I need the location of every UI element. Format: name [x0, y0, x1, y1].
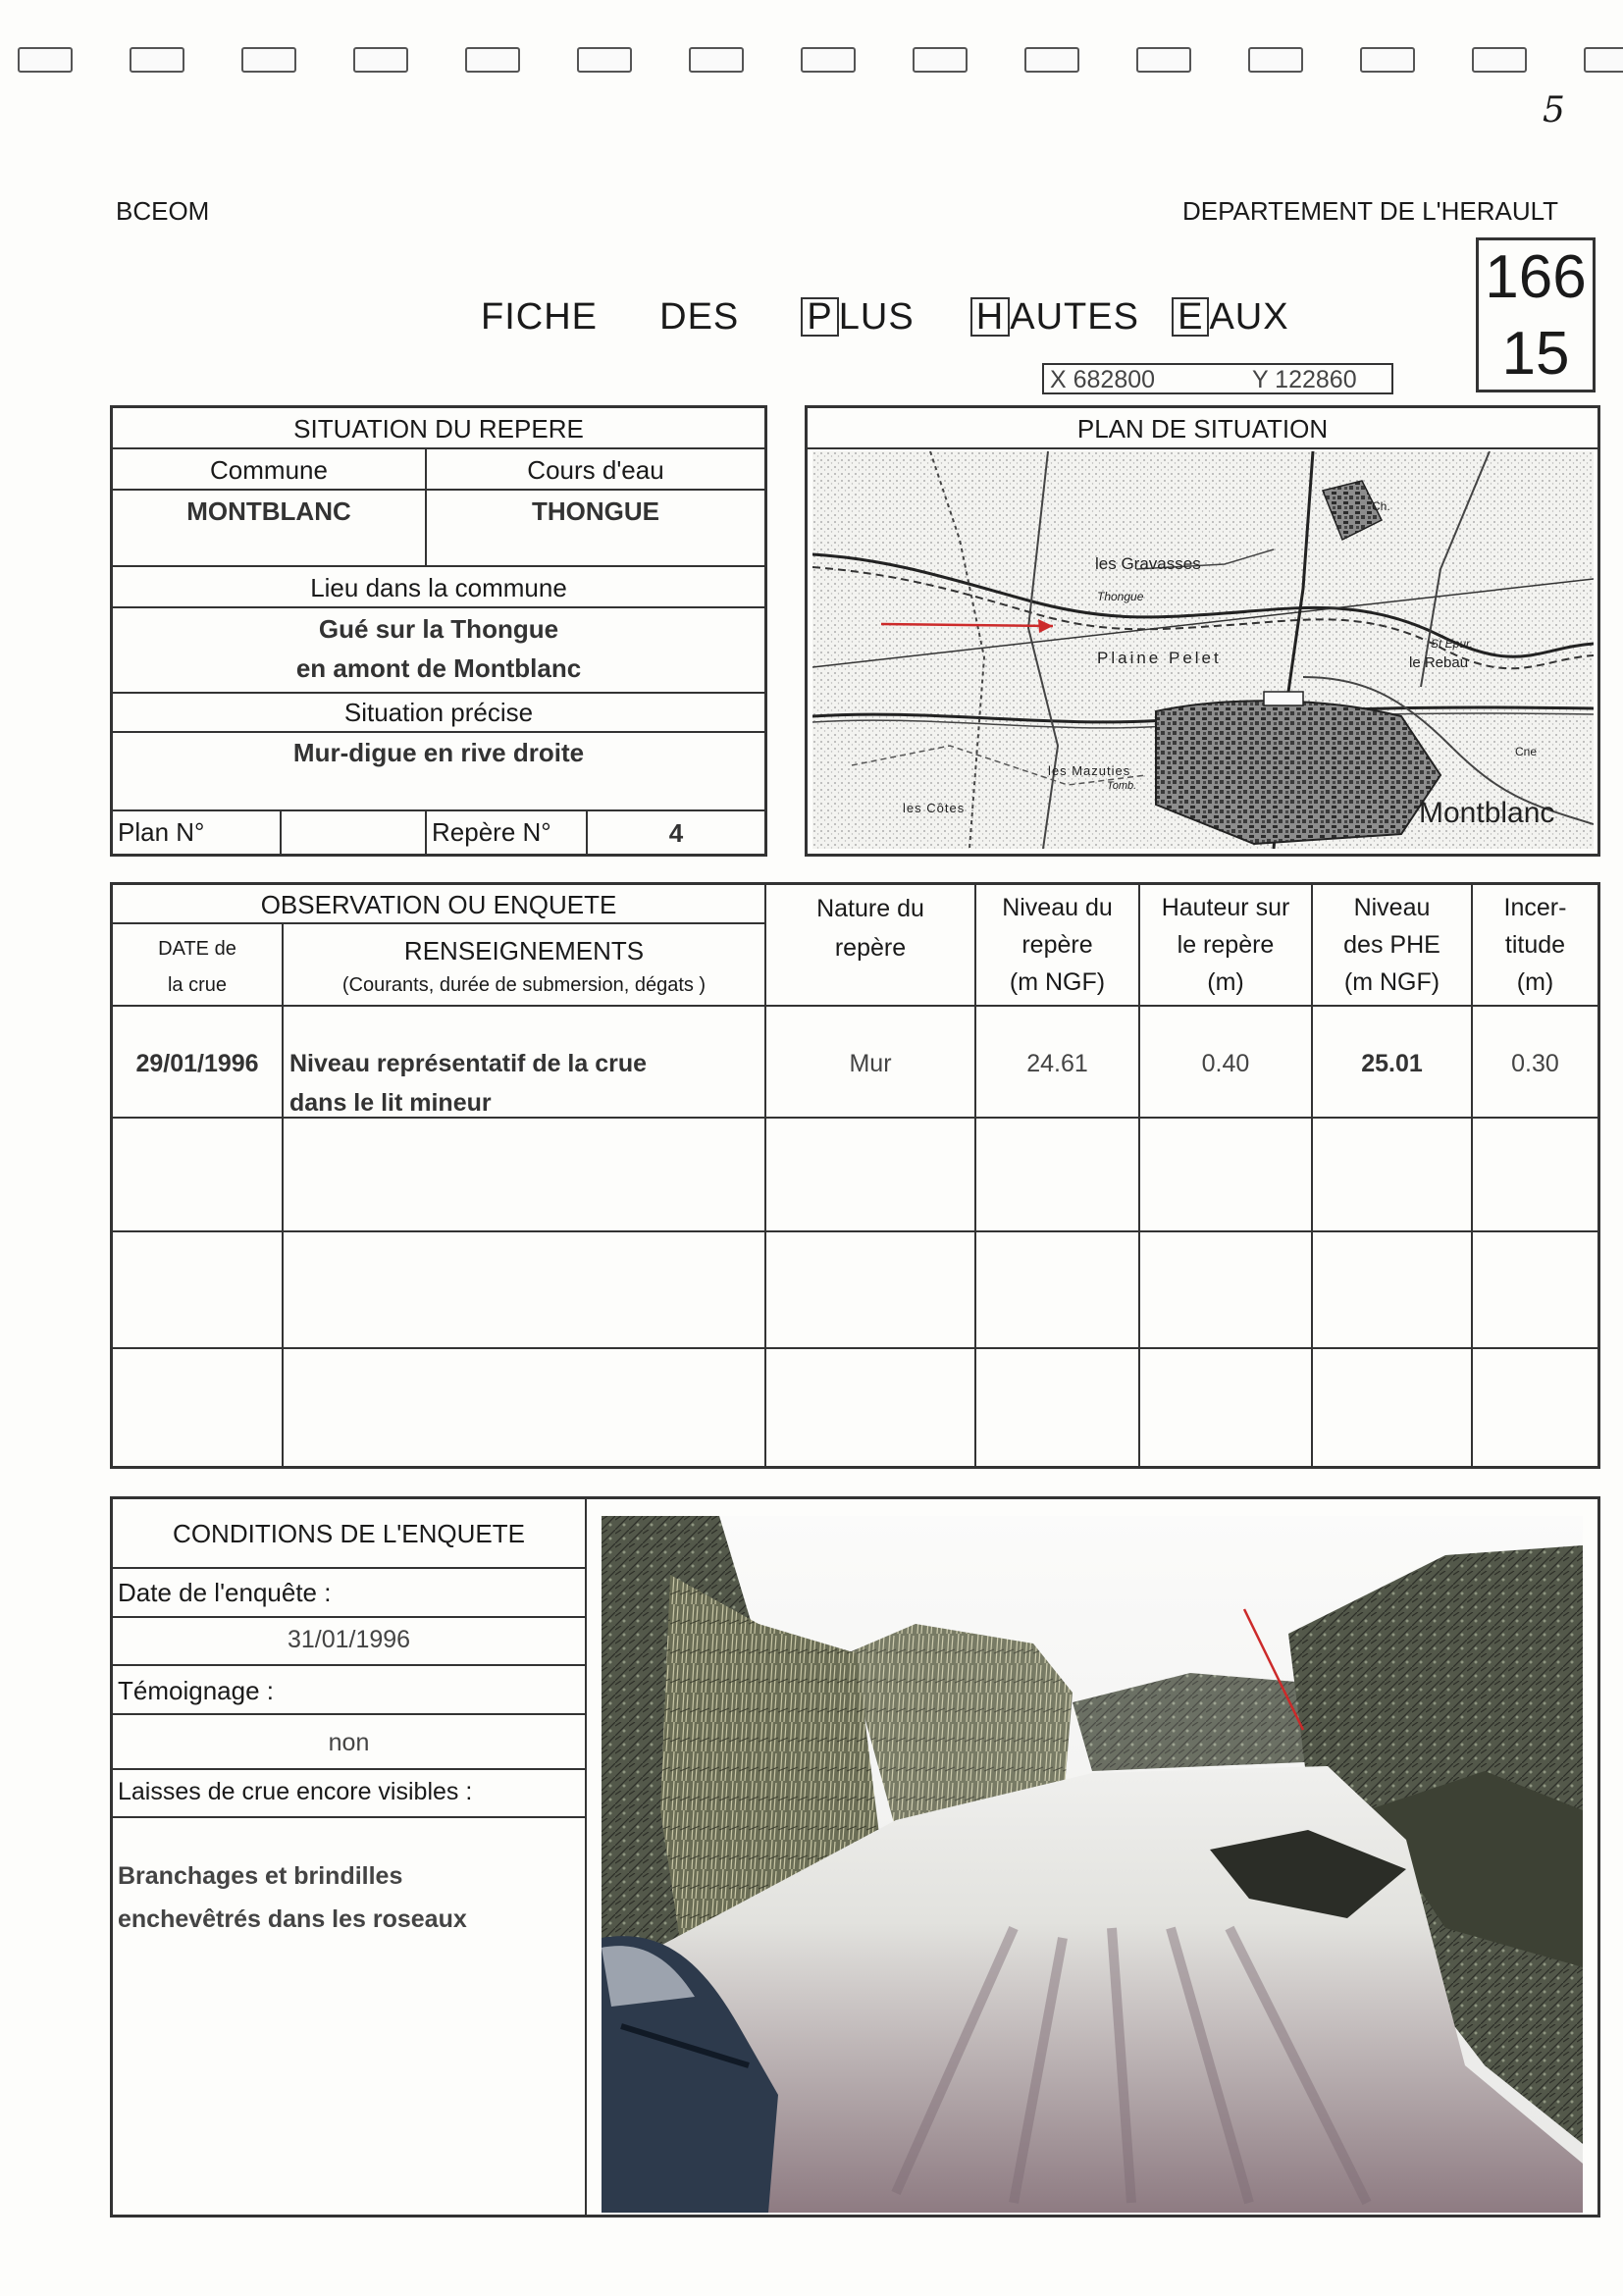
- laisses-line2: enchevêtrés dans les roseaux: [118, 1905, 467, 1933]
- map-label-tomb: Tomb.: [1107, 780, 1137, 792]
- title-word-des: DES: [659, 296, 740, 338]
- col-niveau-phe-line1: Niveau: [1353, 894, 1431, 921]
- lieu-line1: Gué sur la Thongue: [318, 613, 559, 644]
- enquete-date-label: Date de l'enquête :: [118, 1578, 332, 1607]
- col-incertitude-line1: Incer-: [1503, 894, 1567, 921]
- binder-holes: [0, 47, 1623, 77]
- col-niveau-repere-line2: repère: [1021, 931, 1093, 959]
- coord-y: Y 122860: [1252, 366, 1357, 393]
- binder-hole: [1248, 47, 1303, 73]
- temoignage-label: Témoignage :: [118, 1676, 274, 1705]
- map-label-thongue: Thongue: [1097, 590, 1144, 603]
- coordinates-box: [1042, 363, 1393, 394]
- plan-label: Plan N°: [118, 817, 205, 847]
- col-incertitude-line3: (m): [1516, 968, 1554, 996]
- title-word-fiche: FICHE: [481, 296, 598, 338]
- binder-hole: [465, 47, 520, 73]
- title-letter-e: E: [1172, 297, 1209, 337]
- map-label-montblanc: Montblanc: [1419, 797, 1555, 829]
- binder-hole: [1136, 47, 1191, 73]
- col-nature-header: [766, 889, 974, 967]
- binder-hole: [689, 47, 744, 73]
- page-number: 5: [1543, 90, 1565, 130]
- rens-label: RENSEIGNEMENTS: [403, 935, 645, 965]
- row1-incertitude: 0.30: [1511, 1050, 1559, 1077]
- row1-rens-line2: dans le lit mineur: [289, 1089, 492, 1117]
- rens-sub: (Courants, durée de submersion, dégats ): [341, 973, 707, 996]
- precise-label: Situation précise: [343, 697, 534, 727]
- col-niveau-repere-line3: (m NGF): [1009, 968, 1106, 996]
- situation-heading: SITUATION DU REPERE: [293, 413, 584, 444]
- binder-hole: [1024, 47, 1079, 73]
- org-name: BCEOM: [116, 196, 210, 226]
- title-letter-p: P: [801, 297, 838, 337]
- lieu-line2: en amont de Montblanc: [295, 652, 582, 683]
- col-hauteur-header: [1140, 889, 1311, 1001]
- map-label-cotes: les Côtes: [903, 801, 966, 815]
- col-nature-line1: Nature du: [816, 895, 924, 922]
- binder-hole: [801, 47, 856, 73]
- department-name: DEPARTEMENT DE L'HERAULT: [1182, 196, 1559, 226]
- col-hauteur-line2: le repère: [1177, 931, 1275, 959]
- binder-hole: [353, 47, 408, 73]
- document-title: [481, 296, 1289, 339]
- date-label-1: DATE de: [158, 937, 236, 960]
- lieu-label: Lieu dans la commune: [310, 572, 567, 602]
- map-label-st-epur: St Epur.: [1431, 637, 1473, 651]
- row1-nature: Mur: [849, 1050, 892, 1077]
- sheet-id-top: 166: [1485, 243, 1587, 311]
- site-photo: [602, 1516, 1583, 2213]
- col-incertitude-line2: titude: [1504, 931, 1566, 959]
- precise-value: Mur-digue en rive droite: [292, 737, 585, 767]
- binder-hole: [913, 47, 968, 73]
- title-word-autes: AUTES: [1010, 296, 1139, 338]
- map-label-ch: Ch.: [1372, 499, 1390, 513]
- cours-label: Cours d'eau: [527, 454, 664, 485]
- col-hauteur-line1: Hauteur sur: [1161, 894, 1290, 921]
- binder-hole: [130, 47, 184, 73]
- binder-hole: [1360, 47, 1415, 73]
- title-letter-h: H: [970, 297, 1010, 337]
- repere-label: Repère N°: [432, 817, 551, 847]
- repere-value: 4: [668, 817, 684, 848]
- row1-rens-line1: Niveau représentatif de la crue: [289, 1050, 648, 1077]
- observation-heading: OBSERVATION OU ENQUETE: [260, 889, 617, 919]
- enquete-date-value: 31/01/1996: [287, 1625, 411, 1653]
- title-word-lus: LUS: [838, 296, 915, 338]
- col-niveau-repere-header: [976, 889, 1138, 1001]
- map-label-cne: Cne: [1515, 745, 1538, 758]
- col-incertitude-header: [1473, 889, 1597, 1001]
- date-label-2: la crue: [167, 973, 228, 996]
- map-label-plaine-pelet: Plaine Pelet: [1097, 649, 1222, 667]
- laisses-label: Laisses de crue encore visibles :: [118, 1778, 473, 1805]
- conditions-heading: CONDITIONS DE L'ENQUETE: [173, 1518, 525, 1548]
- binder-hole: [18, 47, 73, 73]
- binder-hole: [241, 47, 296, 73]
- row1-niveau-phe: 25.01: [1361, 1050, 1423, 1077]
- map-label-mazuties: les Mazuties: [1048, 763, 1131, 778]
- map-label-rebau: le Rebau: [1409, 654, 1469, 671]
- coord-x: X 682800: [1050, 366, 1156, 393]
- col-niveau-phe-line2: des PHE: [1343, 931, 1440, 959]
- plan-heading: PLAN DE SITUATION: [1076, 413, 1329, 444]
- map-label-gravasses: les Gravasses: [1095, 554, 1201, 573]
- col-nature-line2: repère: [834, 934, 907, 962]
- binder-hole: [577, 47, 632, 73]
- col-niveau-repere-line1: Niveau du: [1002, 894, 1113, 921]
- col-niveau-phe-header: [1313, 889, 1471, 1001]
- sheet-id-box: [1476, 237, 1596, 392]
- row1-date: 29/01/1996: [135, 1050, 259, 1077]
- commune-value: MONTBLANC: [186, 496, 351, 526]
- commune-label: Commune: [210, 454, 328, 485]
- temoignage-value: non: [328, 1728, 370, 1756]
- laisses-line1: Branchages et brindilles: [118, 1862, 403, 1890]
- title-word-aux: AUX: [1209, 296, 1289, 338]
- cours-value: THONGUE: [532, 496, 659, 526]
- col-hauteur-line3: (m): [1207, 968, 1244, 996]
- binder-hole: [1584, 47, 1623, 73]
- row1-hauteur: 0.40: [1201, 1050, 1250, 1077]
- col-niveau-phe-line3: (m NGF): [1343, 968, 1440, 996]
- binder-hole: [1472, 47, 1527, 73]
- situation-map: [812, 451, 1594, 849]
- row1-niveau-repere: 24.61: [1026, 1050, 1088, 1077]
- sheet-id-bottom: 15: [1501, 320, 1570, 388]
